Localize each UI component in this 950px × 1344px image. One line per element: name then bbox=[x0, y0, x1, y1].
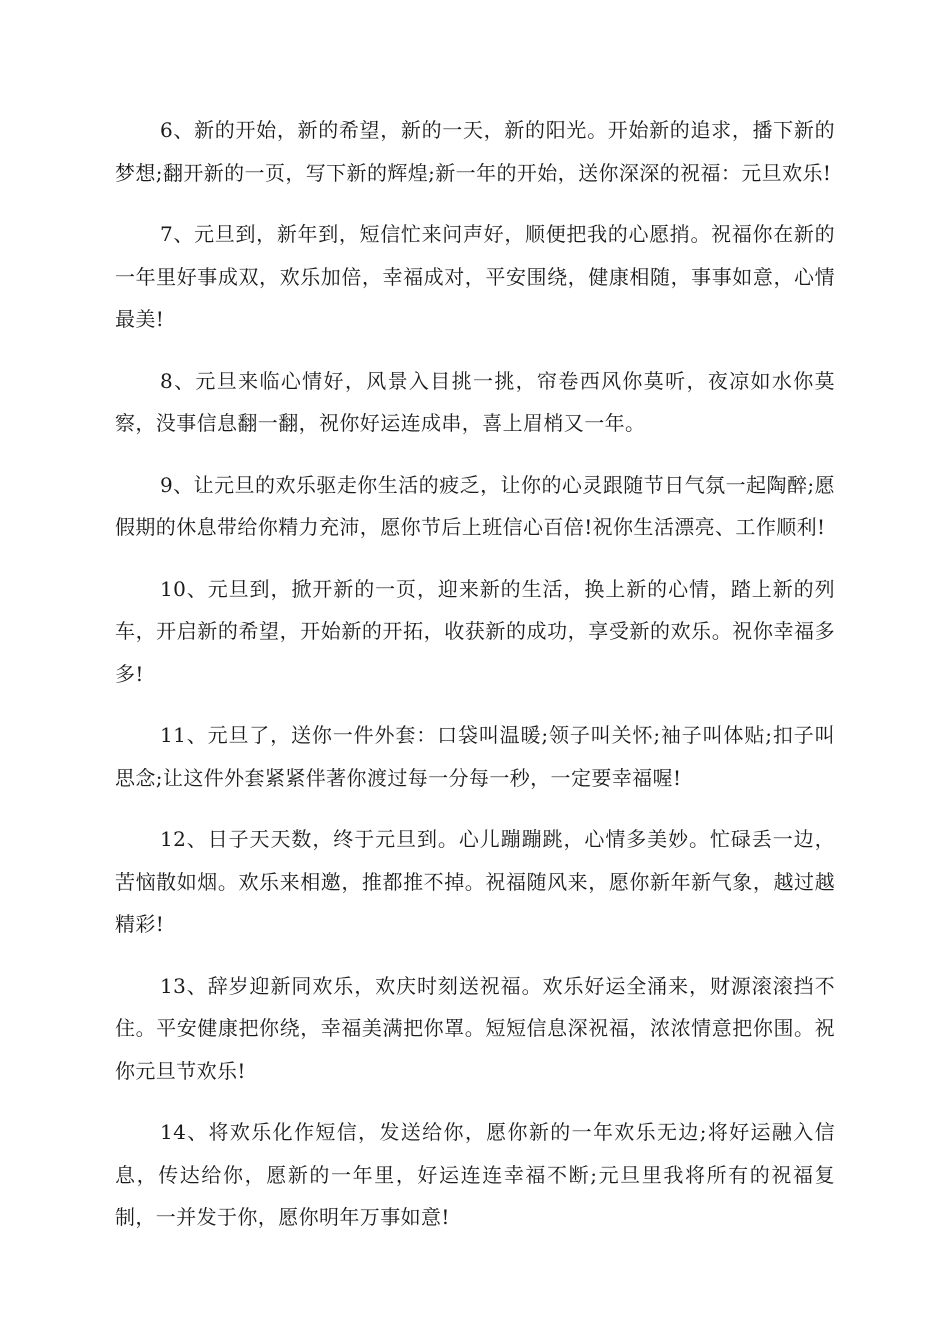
paragraph-11: 11、元旦了，送你一件外套：口袋叫温暖;领子叫关怀;袖子叫体贴;扣子叫思念;让这件外套紧紧伴著你渡过每一分每一秒，一定要幸福喔! bbox=[115, 723, 835, 790]
paragraph-8: 8、元旦来临心情好，风景入目挑一挑，帘卷西风你莫听，夜凉如水你莫察，没事信息翻一翻，祝你好运连成串，喜上眉梢又一年。 bbox=[115, 368, 835, 435]
paragraph-6: 6、新的开始，新的希望，新的一天，新的阳光。开始新的追求，播下新的梦想;翻开新的一页，写下新的辉煌;新一年的开始，送你深深的祝福：元旦欢乐! bbox=[115, 118, 835, 185]
paragraph-10: 10、元旦到，掀开新的一页，迎来新的生活，换上新的心情，踏上新的列车，开启新的希望，开始新的开拓，收获新的成功，享受新的欢乐。祝你幸福多多! bbox=[115, 576, 835, 686]
document-body bbox=[115, 109, 835, 1258]
paragraph-14: 14、将欢乐化作短信，发送给你，愿你新的一年欢乐无边;将好运融入信息，传达给你，愿新的一年里，好运连连幸福不断;元旦里我将所有的祝福复制，一并发于你，愿你明年万事如意! bbox=[115, 1120, 835, 1229]
paragraph-7: 7、元旦到，新年到，短信忙来问声好，顺便把我的心愿捎。祝福你在新的一年里好事成双，欢乐加倍，幸福成对，平安围绕，健康相随，事事如意，心情最美! bbox=[115, 222, 835, 331]
paragraph-9: 9、让元旦的欢乐驱走你生活的疲乏，让你的心灵跟随节日气氛一起陶醉;愿假期的休息带给你精力充沛，愿你节后上班信心百倍!祝你生活漂亮、工作顺利! bbox=[115, 472, 835, 539]
paragraph-12: 12、日子天天数，终于元旦到。心儿蹦蹦跳，心情多美妙。忙碌丢一边，苦恼散如烟。欢乐来相邀，推都推不掉。祝福随风来，愿你新年新气象，越过越精彩! bbox=[115, 827, 835, 936]
paragraph-13: 13、辞岁迎新同欢乐，欢庆时刻送祝福。欢乐好运全涌来，财源滚滚挡不住。平安健康把你绕，幸福美满把你罩。短短信息深祝福，浓浓情意把你围。祝你元旦节欢乐! bbox=[115, 973, 835, 1083]
